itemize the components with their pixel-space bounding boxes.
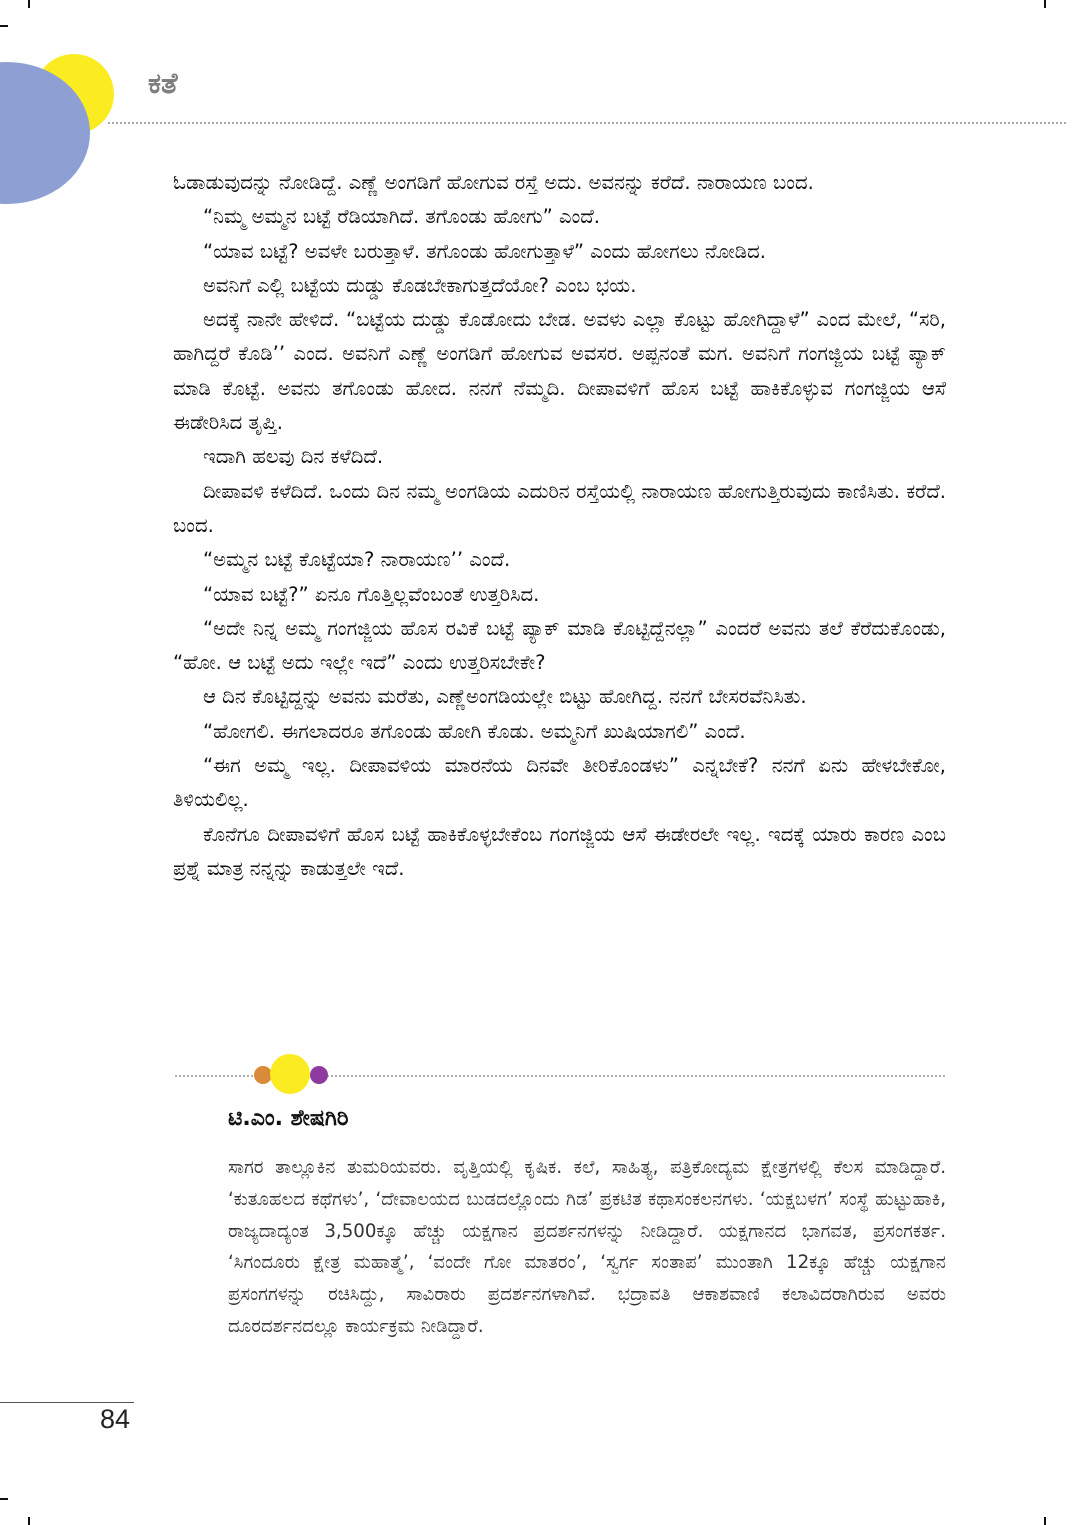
story-body <box>173 166 946 886</box>
story-paragraph: ಅದಕ್ಕೆ ನಾನೇ ಹೇಳಿದೆ. “ಬಟ್ಟೆಯ ದುಡ್ಡು ಕೊಡೋದು ಬೇಡ. ಅವಳು ಎಲ್ಲಾ ಕೊಟ್ಟು ಹೋಗಿದ್ದಾಳೆ” ಎಂದ ಮೇಲೆ, “ಸರಿ, ಹಾಗಿದ್ದರೆ ಕೊಡಿ’’ ಎಂದ. ಅವನಿಗೆ ಎಣ್ಣೆ ಅಂಗಡಿಗೆ ಹೋಗುವ ಅವಸರ. ಅಪ್ಪನಂತೆ ಮಗ. ಅವನಿಗೆ ಗಂಗಜ್ಜಿಯ ಬಟ್ಟೆ ಪ್ಯಾಕ್ ಮಾಡಿ ಕೊಟ್ಟೆ. ಅವನು ತಗೊಂಡು ಹೋದ. ನನಗೆ ನೆಮ್ಮದಿ. ದೀಪಾವಳಿಗೆ ಹೊಸ ಬಟ್ಟೆ ಹಾಕಿಕೊಳ್ಳುವ ಗಂಗಜ್ಜಿಯ ಆಸೆ ಈಡೇರಿಸಿದ ತೃಪ್ತಿ. <box>173 308 946 435</box>
divider-yellow-dot <box>270 1054 310 1094</box>
story-paragraph: “ಯಾವ ಬಟ್ಟೆ?” ಏನೂ ಗೊತ್ತಿಲ್ಲವೆಂಬಂತೆ ಉತ್ತರಿಸಿದ. <box>203 582 540 606</box>
story-paragraph: “ಅಮ್ಮನ ಬಟ್ಟೆ ಕೊಟ್ಟೆಯಾ? ನಾರಾಯಣ’’ ಎಂದೆ. <box>203 548 511 572</box>
crop-mark <box>0 1498 8 1500</box>
story-paragraph: ದೀಪಾವಳಿ ಕಳೆದಿದೆ. ಒಂದು ದಿನ ನಮ್ಮ ಅಂಗಡಿಯ ಎದುರಿನ ರಸ್ತೆಯಲ್ಲಿ ನಾರಾಯಣ ಹೋಗುತ್ತಿರುವುದು ಕಾಣಿಸಿತು. ಕರೆದೆ. ಬಂದ. <box>173 479 946 537</box>
story-paragraph: ಓಡಾಡುವುದನ್ನು ನೋಡಿದ್ದೆ. ಎಣ್ಣೆ ಅಂಗಡಿಗೆ ಹೋಗುವ ರಸ್ತೆ ಅದು. ಅವನನ್ನು ಕರೆದೆ. ನಾರಾಯಣ ಬಂದ. <box>173 171 814 194</box>
author-bio <box>228 1152 946 1343</box>
crop-mark <box>1044 0 1046 8</box>
story-paragraph: “ಹೋಗಲಿ. ಈಗಲಾದರೂ ತಗೊಂಡು ಹೋಗಿ ಕೊಡು. ಅಮ್ಮನಿಗೆ ಖುಷಿಯಾಗಲಿ” ಎಂದೆ. <box>203 719 746 743</box>
story-paragraph: ಕೊನೆಗೂ ದೀಪಾವಳಿಗೆ ಹೊಸ ಬಟ್ಟೆ ಹಾಕಿಕೊಳ್ಳಬೇಕೆಂಬ ಗಂಗಜ್ಜಿಯ ಆಸೆ ಈಡೇರಲೇ ಇಲ್ಲ. ಇದಕ್ಕೆ ಯಾರು ಕಾರಣ ಎಂಬ ಪ್ರಶ್ನೆ ಮಾತ್ರ ನನ್ನನ್ನು ಕಾಡುತ್ತಲೇ ಇದೆ. <box>173 822 946 880</box>
story-paragraph: “ನಿಮ್ಮ ಅಮ್ಮನ ಬಟ್ಟೆ ರೆಡಿಯಾಗಿದೆ. ತಗೊಂಡು ಹೋಗು” ಎಂದೆ. <box>203 205 600 229</box>
crop-mark <box>0 25 8 27</box>
page-number: 84 <box>100 1404 131 1434</box>
story-paragraph: ಇದಾಗಿ ಹಲವು ದಿನ ಕಳೆದಿದೆ. <box>203 445 384 469</box>
divider-purple-dot <box>310 1066 328 1084</box>
author-name: ಟಿ.ಎಂ. ಶೇಷಗಿರಿ <box>228 1106 349 1131</box>
story-paragraph: “ಅದೇ ನಿನ್ನ ಅಮ್ಮ ಗಂಗಜ್ಜಿಯ ಹೊಸ ರವಿಕೆ ಬಟ್ಟೆ ಪ್ಯಾಕ್ ಮಾಡಿ ಕೊಟ್ಟಿದ್ದೆನಲ್ಲಾ” ಎಂದರೆ ಅವನು ತಲೆ ಕೆರೆದುಕೊಂಡು, “ಹೋ. ಆ ಬಟ್ಟೆ ಅದು ಇಲ್ಲೇ ಇದೆ” ಎಂದು ಉತ್ತರಿಸಬೇಕೇ? <box>173 616 946 675</box>
section-title: ಕತೆ <box>148 66 178 100</box>
story-paragraph: ಅವನಿಗೆ ಎಲ್ಲಿ ಬಟ್ಟೆಯ ದುಡ್ಡು ಕೊಡಬೇಕಾಗುತ್ತದೆಯೋ? ಎಂಬ ಭಯ. <box>203 273 637 297</box>
header-divider <box>108 122 1066 124</box>
crop-mark <box>28 0 30 8</box>
page-number-rule <box>0 1402 134 1403</box>
crop-mark <box>28 1517 30 1525</box>
story-paragraph: “ಈಗ ಅಮ್ಮ ಇಲ್ಲ. ದೀಪಾವಳಿಯ ಮಾರನೆಯ ದಿನವೇ ತೀರಿಕೊಂಡಳು” ಎನ್ನಬೇಕೆ? ನನಗೆ ಏನು ಹೇಳಬೇಕೋ, ತಿಳಿಯಲಿಲ್ಲ. <box>173 754 946 812</box>
author-bio-text: ಸಾಗರ ತಾಲ್ಲೂಕಿನ ತುಮರಿಯವರು. ವೃತ್ತಿಯಲ್ಲಿ ಕೃಷಿಕ. ಕಲೆ, ಸಾಹಿತ್ಯ, ಪತ್ರಿಕೋದ್ಯಮ ಕ್ಷೇತ್ರಗಳಲ್ಲಿ ಕೆಲಸ ಮಾಡಿದ್ದಾರೆ. ‘ಕುತೂಹಲದ ಕಥೆಗಳು’, ‘ದೇವಾಲಯದ ಬುಡದಲ್ಲೊಂದು ಗಿಡ’ ಪ್ರಕಟಿತ ಕಥಾಸಂಕಲನಗಳು. ‘ಯಕ್ಷಬಳಗ’ ಸಂಸ್ಥೆ ಹುಟ್ಟುಹಾಕಿ, ರಾಜ್ಯದಾದ್ಯಂತ 3,500ಕ್ಕೂ ಹೆಚ್ಚು ಯಕ್ಷಗಾನ ಪ್ರದರ್ಶನಗಳನ್ನು ನೀಡಿದ್ದಾರೆ. ಯಕ್ಷಗಾನದ ಭಾಗವತ, ಪ್ರಸಂಗಕರ್ತ. ‘ಸಿಗಂದೂರು ಕ್ಷೇತ್ರ ಮಹಾತ್ಮೆ’, ‘ವಂದೇ ಗೋ ಮಾತರಂ’, ‘ಸ್ವರ್ಗ ಸಂತಾಪ’ ಮುಂತಾಗಿ 12ಕ್ಕೂ ಹೆಚ್ಚು ಯಕ್ಷಗಾನ ಪ್ರಸಂಗಗಳನ್ನು ರಚಿಸಿದ್ದು, ಸಾವಿರಾರು ಪ್ರದರ್ಶನಗಳಾಗಿವೆ. ಭದ್ರಾವತಿ ಆಕಾಶವಾಣಿ ಕಲಾವಿದರಾಗಿರುವ ಅವರು ದೂರದರ್ಶನದಲ್ಲೂ ಕಾರ್ಯಕ್ರಮ ನೀಡಿದ್ದಾರೆ. <box>228 1157 946 1337</box>
story-paragraph: “ಯಾವ ಬಟ್ಟೆ? ಅವಳೇ ಬರುತ್ತಾಳೆ. ತಗೊಂಡು ಹೋಗುತ್ತಾಳೆ” ಎಂದು ಹೋಗಲು ನೋಡಿದ. <box>203 239 766 263</box>
crop-mark <box>1044 1517 1046 1525</box>
story-paragraph: ಆ ದಿನ ಕೊಟ್ಟಿದ್ದನ್ನು ಅವನು ಮರೆತು, ಎಣ್ಣೆಅಂಗಡಿಯಲ್ಲೇ ಬಿಟ್ಟು ಹೋಗಿದ್ದ. ನನಗೆ ಬೇಸರವೆನಿಸಿತು. <box>203 685 807 709</box>
